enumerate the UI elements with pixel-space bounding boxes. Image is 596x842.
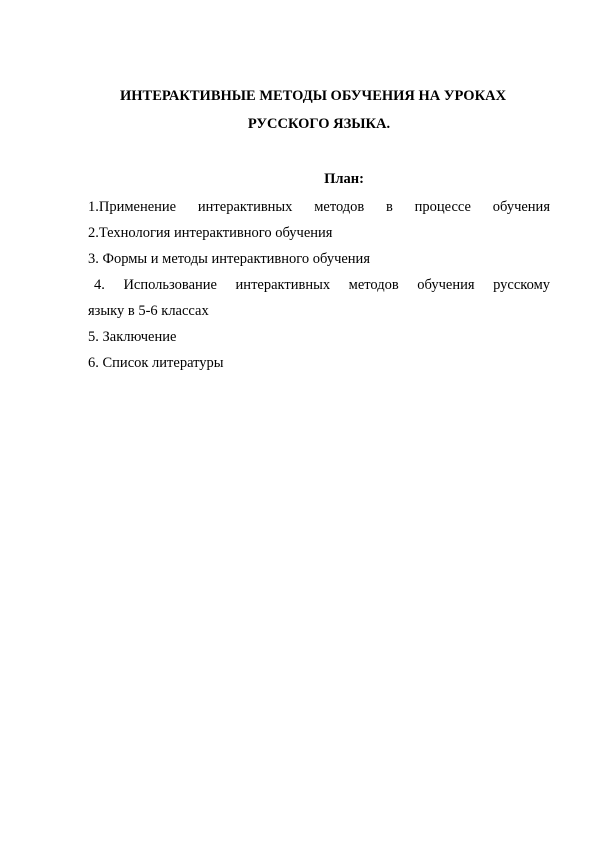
plan-item-text: 2.Технология интерактивного обучения — [88, 225, 333, 241]
plan-item-text: 3. Формы и методы интерактивного обучения — [88, 251, 370, 267]
plan-list — [88, 194, 550, 376]
plan-item-3 — [88, 246, 550, 272]
plan-item-text: 4. Использование интерактивных методов обучения русскому — [94, 277, 550, 293]
plan-item-text: 6. Список литературы — [88, 355, 224, 371]
plan-item-5 — [88, 324, 550, 350]
title-line-2: РУССКОГО ЯЗЫКА. — [247, 116, 391, 132]
document-title — [88, 82, 550, 138]
plan-item-text: 5. Заключение — [88, 329, 177, 345]
plan-heading: План: — [324, 171, 364, 187]
plan-item-2 — [88, 220, 550, 246]
plan-item-4 — [88, 272, 550, 298]
plan-item-6 — [88, 350, 550, 376]
plan-item-text: 1.Применение интерактивных методов в процессе обучения — [88, 199, 550, 215]
plan-item-text: языку в 5-6 классах — [88, 303, 209, 319]
plan-item-4-continuation — [88, 298, 550, 324]
title-line-1: ИНТЕРАКТИВНЫЕ МЕТОДЫ ОБУЧЕНИЯ НА УРОКАХ — [120, 88, 507, 104]
plan-item-1 — [88, 194, 550, 220]
